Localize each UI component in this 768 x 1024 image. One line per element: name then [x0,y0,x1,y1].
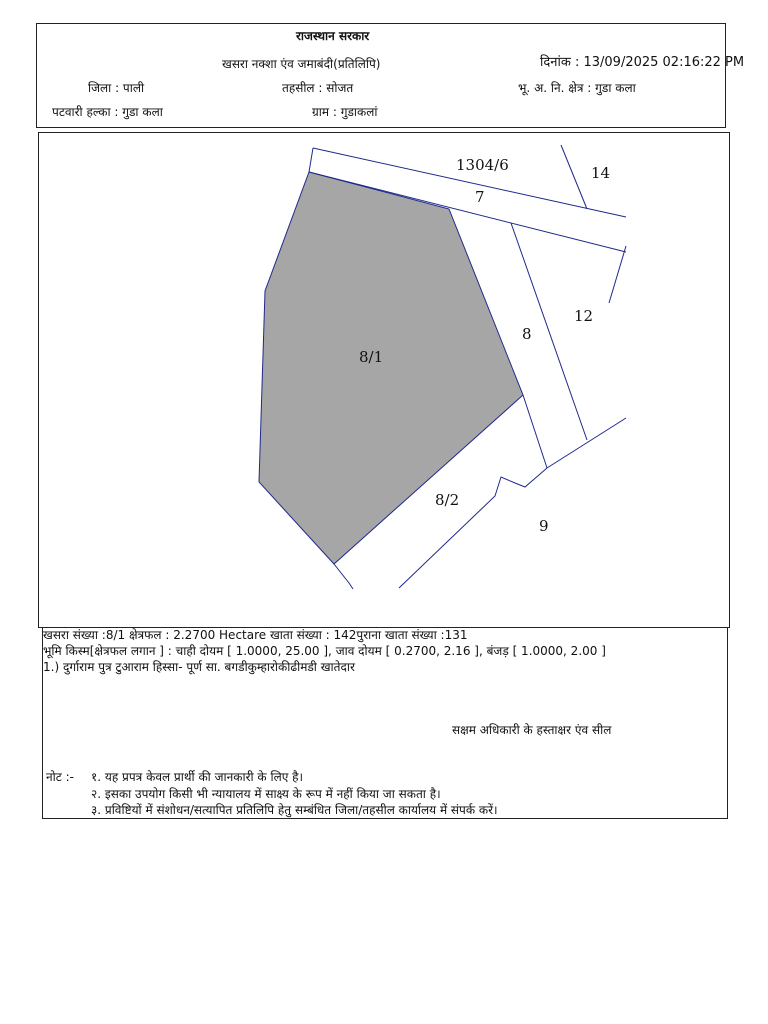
parcel-label-14: 14 [591,164,611,182]
doc-title: खसरा नक्शा एंव जमाबंदी(प्रतिलिपि) [222,57,381,71]
land-records-area: भू. अ. नि. क्षेत्र : गुडा कला [518,81,636,95]
note-item: २. इसका उपयोग किसी भी न्यायालय में साक्ष्य के रूप में नहीं किया जा सकता है। [91,787,441,801]
village: ग्राम : गुडाकलां [312,105,378,119]
parcel-label-7: 7 [475,188,485,206]
parcel-label-1304-6: 1304/6 [456,156,509,174]
govt-title: राजस्थान सरकार [296,29,370,43]
land-type-line: भूमि किस्म[क्षेत्रफल लगान ] : चाही दोयम [ 1.0000, 25.00 ], जाव दोयम [ 0.2700, 2.16 ], बंजड़ [ 1.0000, 2.00 ] [43,644,606,658]
note-label: नोट :- [46,770,75,784]
tehsil: तहसील : सोजत [282,81,354,95]
owner-line: 1.) दुर्गाराम पुत्र टुआराम हिस्सा- पूर्ण सा. बगडीकुम्हारोकीढीमडी खातेदार [43,660,355,674]
parcel-label-8-1: 8/1 [359,348,384,366]
patwari-circle: पटवारी हल्का : गुडा कला [52,105,163,119]
parcel-label-8-2: 8/2 [435,491,460,509]
parcel-label-8: 8 [522,325,532,343]
khasra-map [38,132,730,628]
khasra-details-line: खसरा संख्या :8/1 क्षेत्रफल : 2.2700 Hectare खाता संख्या : 142पुराना खाता संख्या :131 [43,628,468,642]
date-time: दिनांक : 13/09/2025 02:16:22 PM [540,55,745,70]
signature-label: सक्षम अधिकारी के हस्ताक्षर एंव सील [452,723,612,737]
map-drawing [39,133,730,628]
parcel-8-1-shape [259,172,523,564]
note-item: ३. प्रविष्टियों में संशोधन/सत्यापित प्रतिलिपि हेतु सम्बंधित जिला/तहसील कार्यालय में संपर्क करें। [91,803,498,817]
note-item: १. यह प्रपत्र केवल प्रार्थी की जानकारी के लिए है। [91,770,304,784]
district: जिला : पाली [88,81,145,95]
parcel-label-12: 12 [574,307,594,325]
parcel-label-9: 9 [539,517,549,535]
